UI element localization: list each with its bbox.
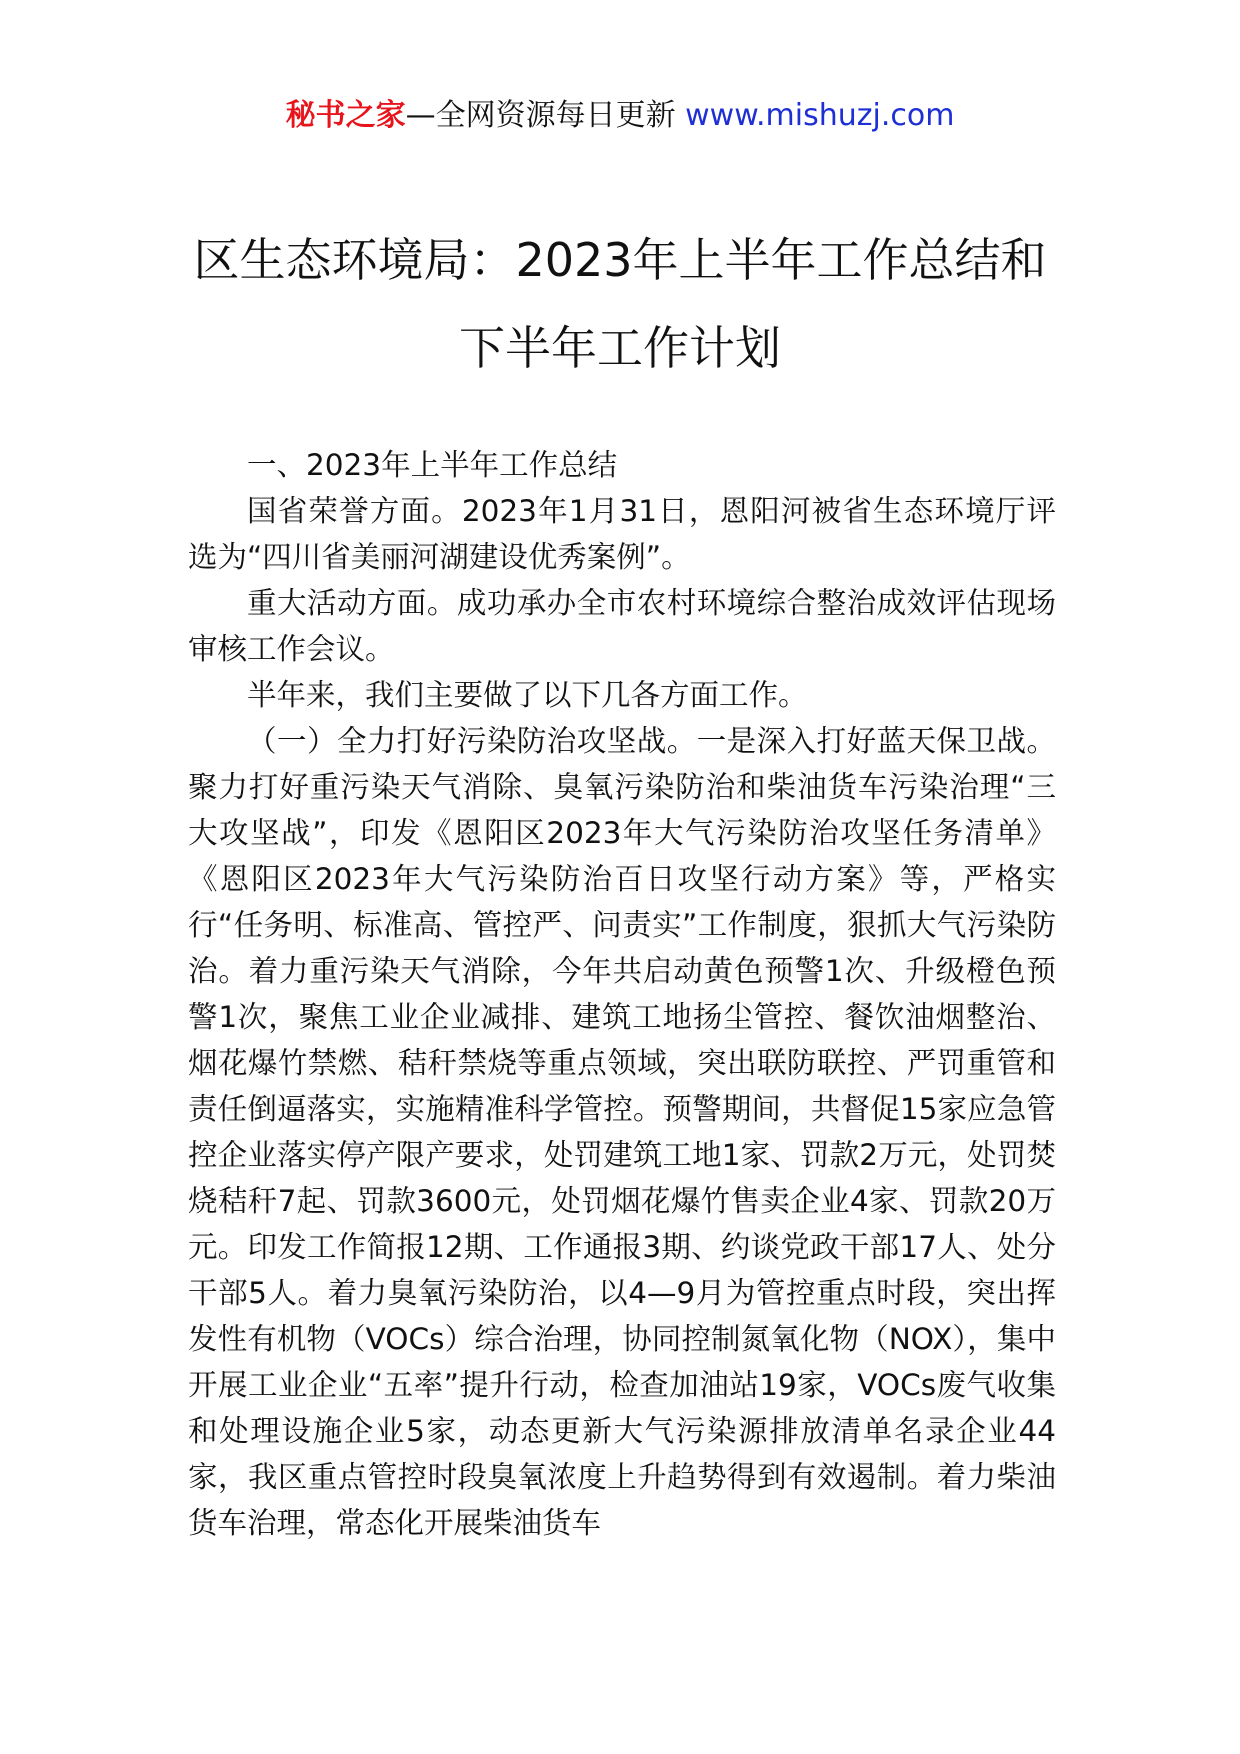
body-paragraph: （一）全力打好污染防治攻坚战。一是深入打好蓝天保卫战。聚力打好重污染天气消除、臭氧污染防治和柴油货车污染治理“三大攻坚战”，印发《恩阳区2023年大气污染防治攻坚任务清单》《恩阳区2023年大气污染防治百日攻坚行动方案》等，严格实行“任务明、标准高、管控严、问责实”工作制度，狠抓大气污染防治。着力重污染天气消除，今年共启动黄色预警1次、升级橙色预警1次，聚焦工业企业减排、建筑工地扬尘管控、餐饮油烟整治、烟花爆竹禁燃、秸秆禁烧等重点领域，突出联防联控、严罚重管和责任倒逼落实，实施精准科学管控。预警期间，共督促15家应急管控企业落实停产限产要求，处罚建筑工地1家、罚款2万元，处罚焚烧秸秆7起、罚款3600元，处罚烟花爆竹售卖企业4家、罚款20万元。印发工作简报12期、工作通报3期、约谈党政干部17人、处分干部5人。着力臭氧污染防治，以4—9月为管控重点时段，突出挥发性有机物（VOCs）综合治理，协同控制氮氧化物（NOX），集中开展工业企业“五率”提升行动，检查加油站19家，VOCs废气收集和处理设施企业5家，动态更新大气污染源排放清单名录企业44家，我区重点管控时段臭氧浓度上升趋势得到有效遏制。着力柴油货车治理，常态化开展柴油货车 (188, 724, 1056, 1540)
header-slogan: —全网资源每日更新 (405, 98, 676, 133)
brand-name: 秘书之家 (285, 98, 406, 133)
body-paragraph: 国省荣誉方面。2023年1月31日，恩阳河被省生态环境厅评选为“四川省美丽河湖建设优秀案例”。 (188, 494, 1056, 574)
document-title-line-2: 下半年工作计划 (459, 321, 781, 375)
document-body (188, 442, 1056, 1546)
body-paragraph: 半年来，我们主要做了以下几各方面工作。 (247, 678, 808, 712)
site-header (0, 96, 1240, 136)
site-url-link[interactable]: www.mishuzj.com (685, 98, 955, 133)
body-paragraph: 重大活动方面。成功承办全市农村环境综合整治成效评估现场审核工作会议。 (188, 586, 1056, 666)
section-heading: 一、2023年上半年工作总结 (247, 448, 618, 482)
document-title-line-1: 区生态环境局：2023年上半年工作总结和 (193, 233, 1047, 287)
